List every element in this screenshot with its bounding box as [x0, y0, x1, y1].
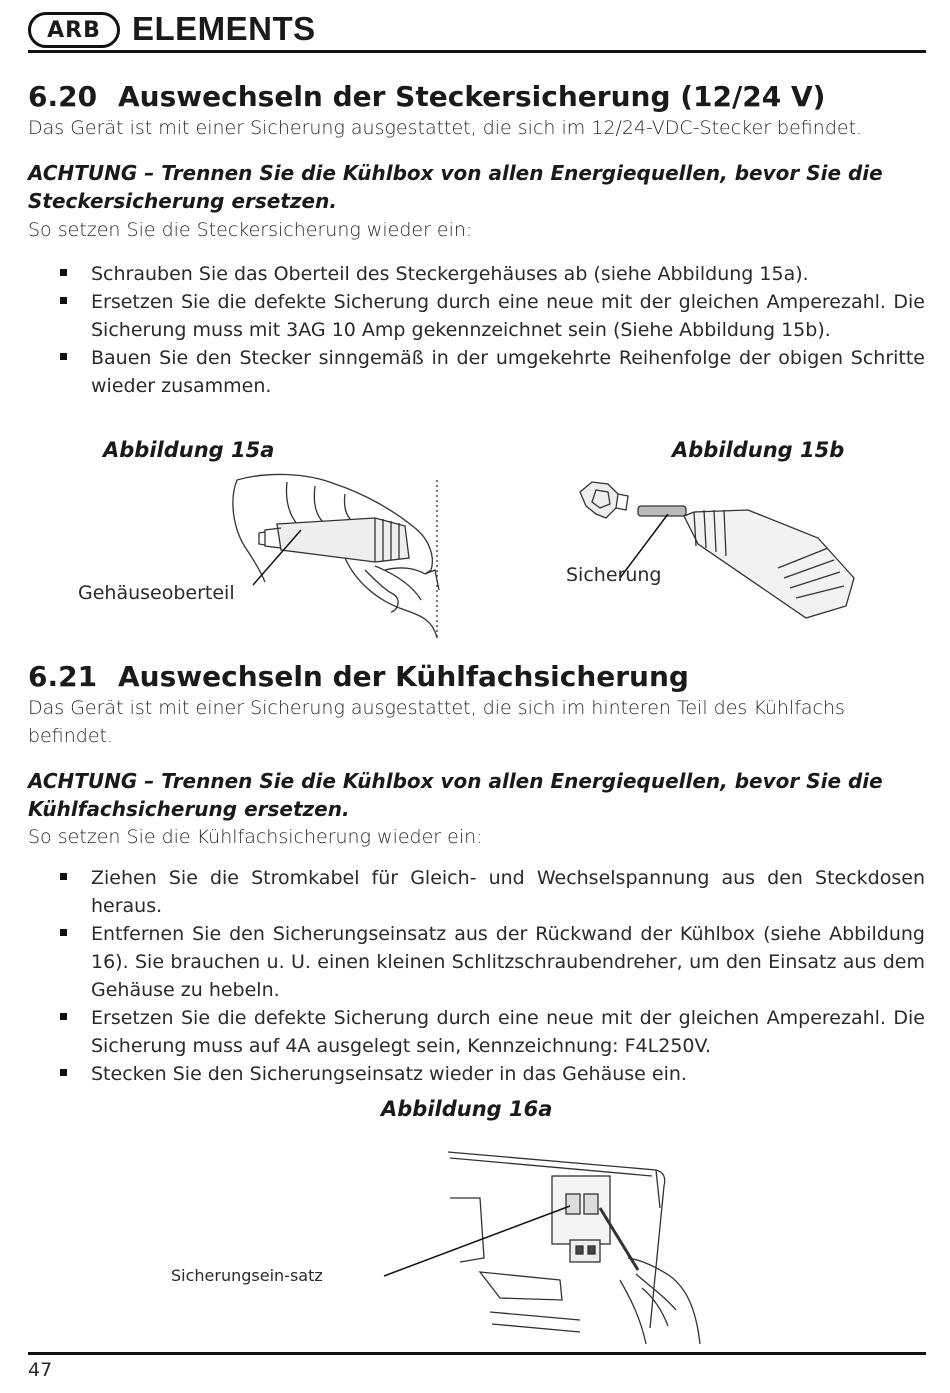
footer-rule [28, 1352, 926, 1355]
figure-label-sicherungseinsatz: Sicherungsein-satz [171, 1266, 323, 1285]
figure-caption-15a: Abbildung 15a [103, 438, 275, 462]
section-intro: Das Gerät ist mit einer Sicherung ausgestattet, die sich im hinteren Teil des Kühlfachs befindet. [28, 697, 845, 747]
instruction-list [60, 260, 925, 400]
figure-caption-15b: Abbildung 15b [672, 438, 845, 462]
list-item: Ersetzen Sie die defekte Sicherung durch eine neue mit der gleichen Amperezahl. Die Sicherung muss auf 4A ausgelegt sein, Kennzeichnung: F4L250V. [60, 1004, 925, 1060]
arb-logo [28, 12, 120, 48]
page-number: 47 [28, 1359, 53, 1381]
section-number: 6.20 [28, 80, 98, 113]
warning-text: ACHTUNG – Trennen Sie die Kühlbox von allen Energiequellen, bevor Sie die Kühlfachsicherung ersetzen. [28, 769, 883, 821]
header-rule [28, 50, 926, 53]
figure-label-sicherung: Sicherung [566, 564, 662, 586]
list-item: Schrauben Sie das Oberteil des Steckergehäuses ab (siehe Abbildung 15a). [60, 260, 925, 288]
instruction-lead: So setzen Sie die Kühlfachsicherung wieder ein: [28, 826, 483, 848]
figure-caption-16a: Abbildung 16a [381, 1097, 553, 1121]
list-item: Stecken Sie den Sicherungseinsatz wieder in das Gehäuse ein. [60, 1060, 925, 1088]
list-item: Bauen Sie den Stecker sinngemäß in der umgekehrte Reihenfolge der obigen Schritte wieder zusammen. [60, 344, 925, 400]
section-intro: Das Gerät ist mit einer Sicherung ausgestattet, die sich im 12/24-VDC-Stecker befindet. [28, 117, 863, 139]
instruction-list [60, 864, 925, 1088]
section-title: Auswechseln der Kühlfachsicherung [118, 660, 689, 693]
section-number: 6.21 [28, 660, 98, 693]
figure-label-gehaeuseoberteil: Gehäuseoberteil [78, 582, 235, 604]
brand-title: ELEMENTS [132, 10, 316, 47]
list-item: Entfernen Sie den Sicherungseinsatz aus der Rückwand der Kühlbox (siehe Abbildung 16). Sie brauchen u. U. einen kleinen Schlitzschraubendreher, um den Einsatz aus dem Gehäuse zu hebeln. [60, 920, 925, 1004]
instruction-lead: So setzen Sie die Steckersicherung wieder ein: [28, 219, 473, 241]
logo-text: ARB [47, 17, 101, 43]
plug-fuse-illustration [578, 478, 858, 628]
list-item: Ersetzen Sie die defekte Sicherung durch eine neue mit der gleichen Amperezahl. Die Sicherung muss mit 3AG 10 Amp gekennzeichnet sein (Siehe Abbildung 15b). [60, 288, 925, 344]
section-heading-6-21 [28, 660, 689, 693]
list-item: Ziehen Sie die Stromkabel für Gleich- und Wechselspannung aus den Steckdosen heraus. [60, 864, 925, 920]
section-heading-6-20 [28, 80, 825, 113]
fuse-holder-illustration [380, 1148, 710, 1348]
plug-disassembly-illustration [225, 470, 445, 640]
page-header [28, 8, 926, 54]
warning-text: ACHTUNG – Trennen Sie die Kühlbox von allen Energiequellen, bevor Sie die Steckersicherung ersetzen. [28, 161, 883, 213]
section-title: Auswechseln der Steckersicherung (12/24 V) [118, 80, 826, 113]
